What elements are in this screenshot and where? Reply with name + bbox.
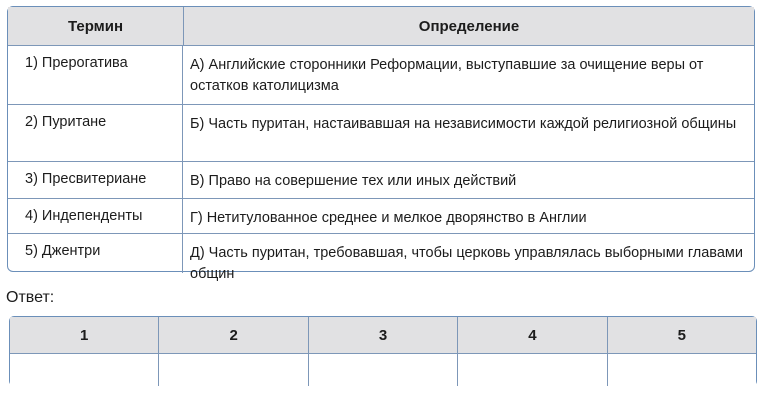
answer-input-cell[interactable] — [458, 354, 607, 386]
answer-input-cell[interactable] — [309, 354, 458, 386]
answer-column-header: 3 — [309, 317, 458, 353]
term-cell: 1) Прерогатива — [8, 46, 183, 104]
term-cell: 2) Пуритане — [8, 105, 183, 161]
definition-cell: В) Право на совершение тех или иных действий — [190, 173, 517, 189]
table-row — [8, 234, 754, 282]
term-cell: 4) Индепенденты — [8, 199, 183, 233]
table-row — [8, 199, 754, 234]
answer-input-cell[interactable] — [10, 354, 159, 386]
answer-input-cell[interactable] — [159, 354, 308, 386]
term-cell: 5) Джентри — [8, 234, 183, 273]
answer-column-header: 4 — [458, 317, 607, 353]
table-row — [8, 162, 754, 199]
definition-cell: А) Английские сторонники Реформации, выступавшие за очищение веры от остатков католицизма — [190, 57, 704, 94]
answer-column-header: 2 — [159, 317, 308, 353]
answer-input-cell[interactable] — [608, 354, 756, 386]
definition-cell: Г) Нетитулованное среднее и мелкое дворянство в Англии — [190, 210, 587, 226]
answer-grid — [9, 316, 757, 386]
answer-column-header: 5 — [677, 326, 686, 344]
table-row — [8, 46, 754, 105]
matching-table-header — [8, 7, 754, 46]
matching-table — [7, 6, 755, 282]
definition-cell: Д) Часть пуритан, требовавшая, чтобы церковь управлялась выборными главами общин — [190, 245, 743, 282]
definition-column-header: Определение — [418, 17, 520, 35]
answer-grid-header — [10, 317, 756, 354]
term-column-header: Термин — [8, 7, 184, 45]
answer-label: Ответ: — [6, 289, 55, 306]
definition-cell: Б) Часть пуритан, настаивавшая на независимости каждой религиозной общины — [190, 116, 737, 132]
answer-column-header: 1 — [10, 317, 159, 353]
term-cell: 3) Пресвитериане — [8, 162, 183, 198]
table-row — [8, 105, 754, 162]
answer-grid-inputs — [10, 354, 756, 386]
